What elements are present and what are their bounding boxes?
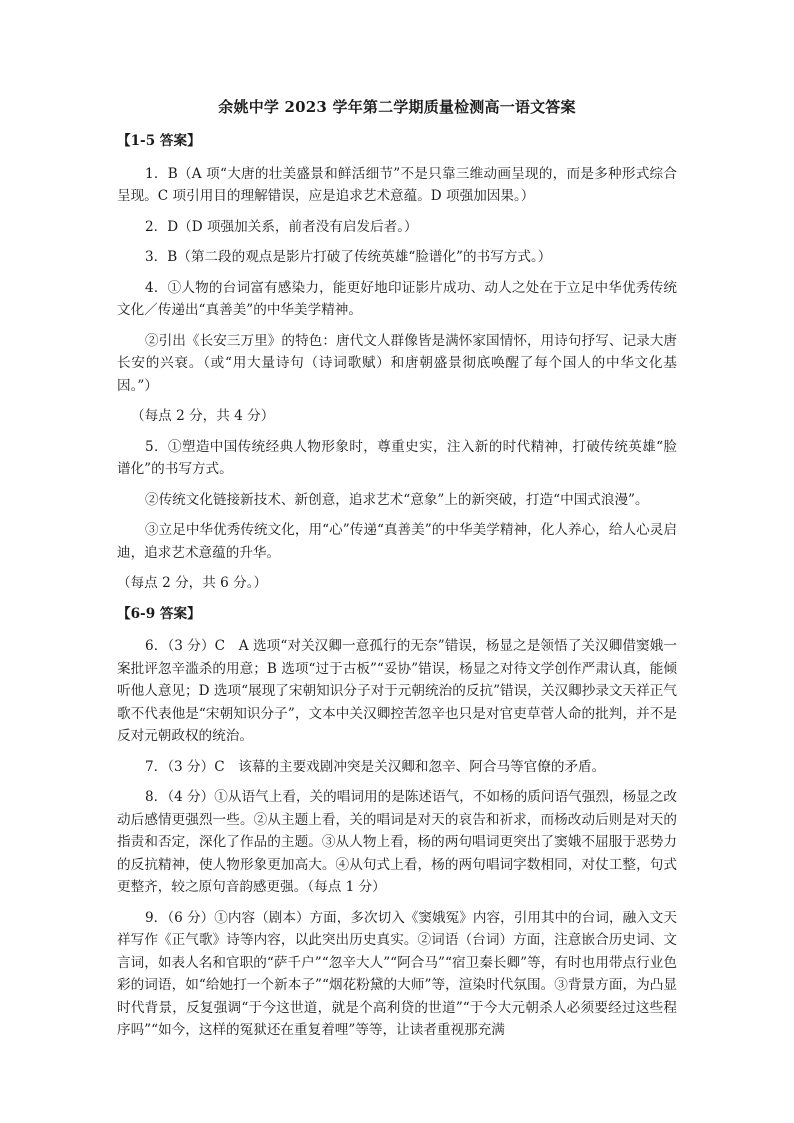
section-header-6-9: 【6-9 答案】 xyxy=(117,605,201,622)
section-header-1-5: 【1-5 答案】 xyxy=(117,133,201,149)
answer-4-point-1: 4．①人物的台词富有感染力，能更好地印证影片成功、动人之处在于立足中华优秀传统文化／传递出“真善美”的中华美学精神。 xyxy=(117,279,677,318)
answer-7: 7．（3 分）C 该幕的主要戏剧冲突是关汉卿和忽辛、阿合马等官僚的矛盾。 xyxy=(145,758,606,775)
answer-5-point-1: 5．①塑造中国传统经典人物形象时，尊重史实，注入新的时代精神，打破传统英雄“脸谱化”的书写方式。 xyxy=(117,438,677,477)
answer-5-point-2: ②传统文化链接新技术、新创意，追求艺术“意象”上的新突破，打造“中国式浪漫”。 xyxy=(145,491,649,508)
answer-9: 9．（6 分）①内容（剧本）方面，多次切入《窦娥冤》内容，引用其中的台词，融入文天祥写作《正气歌》诗等内容，以此突出历史真实。②词语（台词）方面，注意嵌合历史词、文言词，如表人名和官职的“萨千户”“忽辛大人”“阿合马”“宿卫秦长卿”等，有时也用带点行业色彩的词语，如“给她打一个新本子”“烟花粉黛的大师”等，渲染时代氛围。③背景方面，为凸显时代背景，反复强调“于今这世道，就是个高利贷的世道”“于今大元朝杀人必须要经过这些程序吗”“如今，这样的冤狱还在重复着哩”等等，让读者重视那充满 xyxy=(117,909,677,1038)
page-title: 余姚中学 2023 学年第二学期质量检测高一语文答案 xyxy=(218,98,576,116)
answer-4-point-2: ②引出《长安三万里》的特色：唐代文人群像皆是满怀家国情怀，用诗句抒写、记录大唐长安的兴衰。（或“用大量诗句（诗词歌赋）和唐朝盛景彻底唤醒了每个国人的中华文化基因。”） xyxy=(117,332,677,394)
answer-5-scoring-note: （每点 2 分，共 6 分。） xyxy=(117,575,268,591)
answer-5-point-3: ③立足中华优秀传统文化，用“心”传递“真善美”的中华美学精神，化人养心，给人心灵启迪，追求艺术意蕴的升华。 xyxy=(117,522,677,561)
answer-2: 2．D（D 项强加关系，前者没有启发后者。） xyxy=(145,218,418,235)
answer-3: 3．B（第二段的观点是影片打破了传统英雄“脸谱化”的书写方式。） xyxy=(145,249,552,265)
document-body xyxy=(117,130,677,1042)
answer-6: 6．（3 分）C A 选项“对关汉卿一意孤行的无奈”错误，杨显之是领悟了关汉卿借窦娥一案批评忽辛滥杀的用意；B 选项“过于古板”“妥协”错误，杨显之对待文学创作严肃认真，能倾听他人意见；D 选项“展现了宋朝知识分子对于元朝统治的反抗”错误，关汉卿抄录文天祥正气歌不代表他是“宋朝知识分子”，文本中关汉卿控苦忽辛也只是对官吏草菅人命的批判，并不是反对元朝政权的统治。 xyxy=(117,638,677,744)
answer-8: 8．（4 分）①从语气上看，关的唱词用的是陈述语气，不如杨的质问语气强烈，杨显之改动后感情更强烈一些。②从主题上看，关的唱词是对天的哀告和祈求，而杨改动后则是对天的指责和否定，深化了作品的主题。③从人物上看，杨的两句唱词更突出了窦娥不屈服于恶势力的反抗精神，使人物形象更加高大。④从句式上看，杨的两句唱词字数相同，对仗工整，句式更整齐，较之原句音韵感更强。（每点 1 分） xyxy=(117,789,677,895)
answer-1: 1．B（A 项“大唐的壮美盛景和鲜活细节”不是只靠三维动画呈现的，而是多种形式综合呈现。C 项引用目的理解错误，应是追求艺术意蕴。D 项强加因果。） xyxy=(117,165,677,204)
answer-4-scoring-note: （每点 2 分，共 4 分） xyxy=(131,408,275,424)
